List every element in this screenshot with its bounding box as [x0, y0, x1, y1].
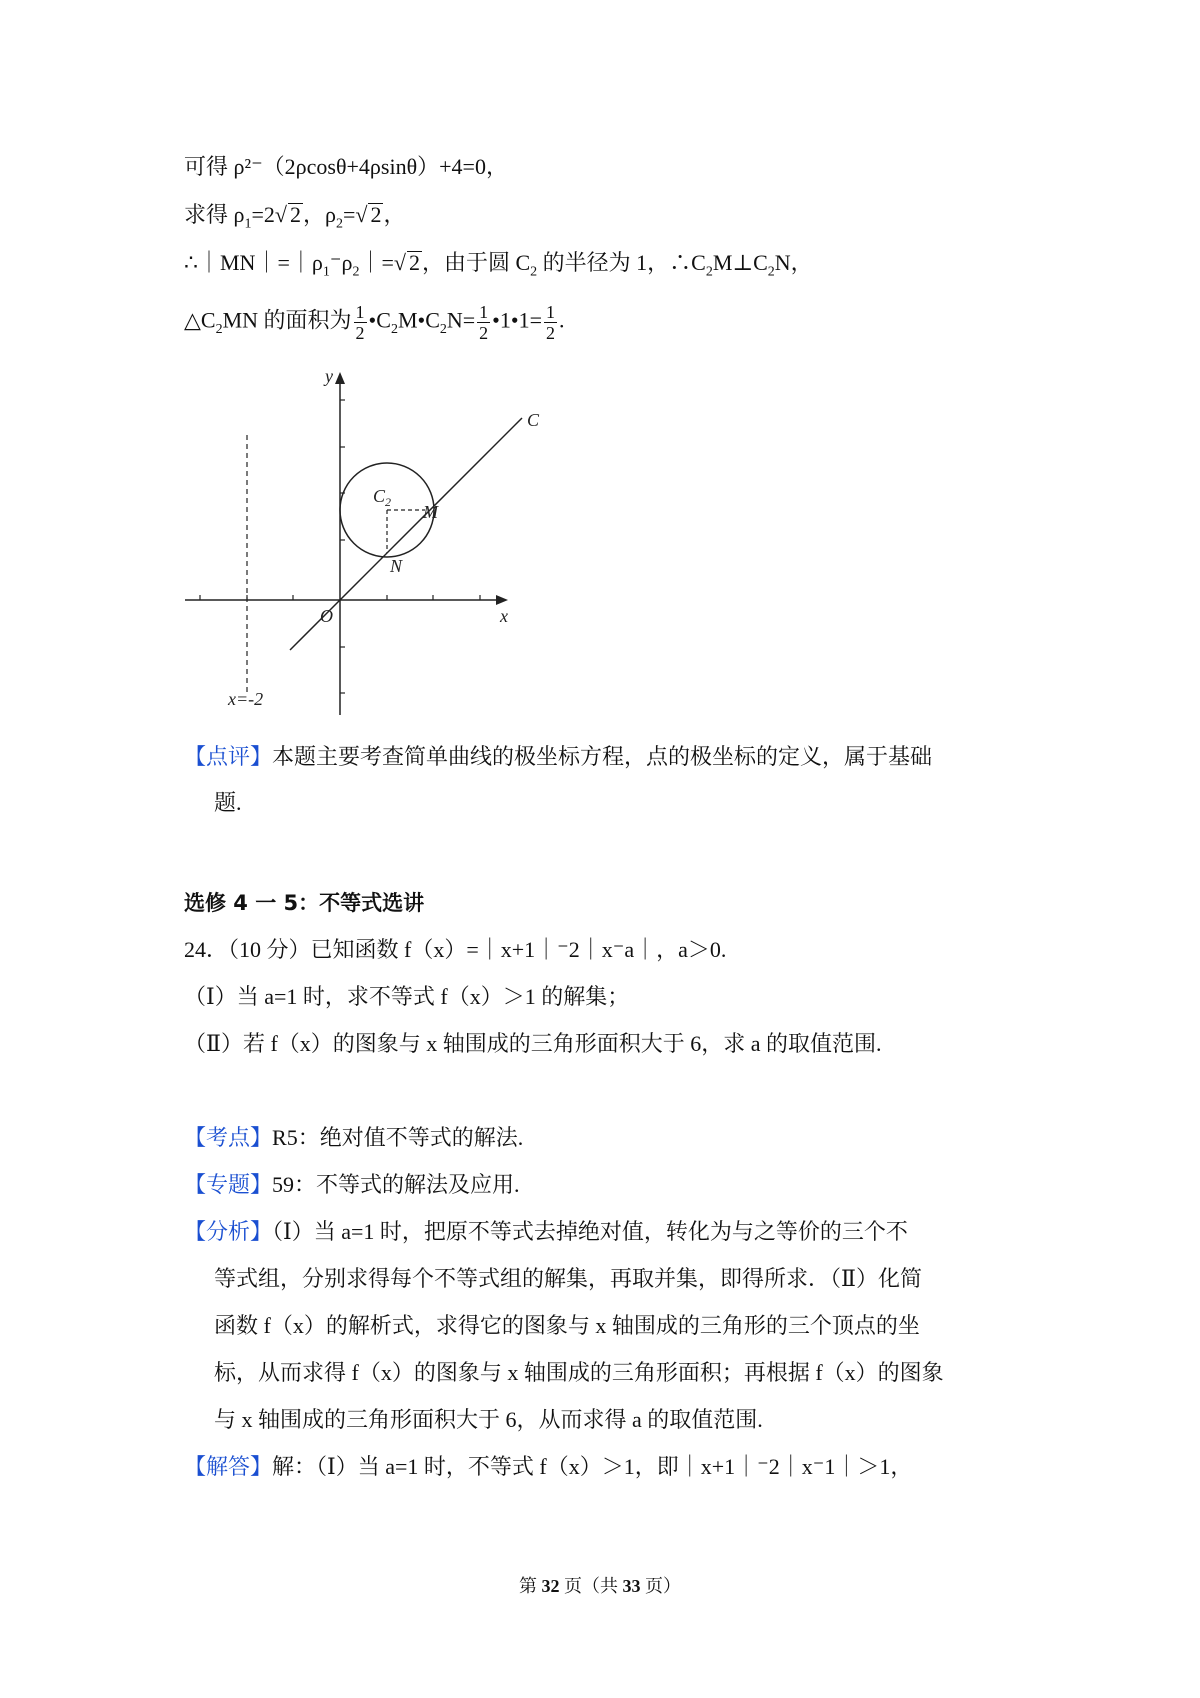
fraction-half: $\frac{1}{2}$ — [355, 302, 365, 343]
fenxi-tag: 【分析】 — [184, 1219, 273, 1244]
kaodian-line: 【考点】R5：绝对值不等式的解法. — [184, 1125, 524, 1150]
kaodian-tag: 【考点】 — [184, 1125, 273, 1150]
page-number: 32 — [541, 1576, 560, 1596]
page-footer: 第 32 页（共 33 页） — [519, 1576, 681, 1596]
jieda-tag: 【解答】 — [184, 1454, 273, 1479]
fenxi-line-1: 【分析】（Ⅰ）当 a=1 时，把原不等式去掉绝对值，转化为与之等价的三个不 — [184, 1219, 908, 1244]
label-m: M — [423, 502, 438, 522]
fraction-half: $\frac{1}{2}$ — [479, 302, 489, 343]
zhuanti-line: 【专题】59：不等式的解法及应用. — [184, 1172, 520, 1197]
x-axis-arrow — [496, 595, 508, 605]
page-total: 33 — [622, 1576, 641, 1596]
label-c2: $C_2$ — [373, 486, 392, 509]
sqrt-two: 2 — [408, 250, 420, 275]
fenxi-line-4: 标，从而求得 f（x）的图象与 x 轴围成的三角形面积；再根据 f（x）的图象 — [214, 1360, 944, 1385]
fraction-half: $\frac{1}{2}$ — [545, 302, 555, 343]
section-title: 选修 4 一 5：不等式选讲 — [184, 891, 425, 915]
solution-line-3: $\therefore|MN|=|\rho_1^-\rho_2|=√$ 2，由于圆 $C_2$ 的半径为 1，$\therefore C_2M\perp C_2N$， — [184, 250, 813, 280]
problem-line-1: 24．（10 分）已知函数 f（x）=｜x+1｜⁻2｜x⁻a｜，a＞0. — [184, 937, 727, 962]
problem-line-3: （Ⅱ）若 f（x）的图象与 x 轴围成的三角形面积大于 6，求 a 的取值范围. — [184, 1031, 882, 1056]
solution-line-1: 可得 ρ²⁻（2ρcosθ+4ρsinθ）+4=0， — [184, 154, 508, 179]
problem-line-2: （Ⅰ）当 a=1 时，求不等式 f（x）＞1 的解集； — [184, 984, 630, 1009]
label-y: y — [325, 366, 333, 386]
fenxi-line-3: 函数 f（x）的解析式，求得它的图象与 x 轴围成的三角形的三个顶点的坐 — [214, 1313, 920, 1338]
sqrt-two: 2 — [370, 202, 382, 227]
comment-tag: 【点评】 — [184, 744, 273, 769]
label-c: C — [527, 410, 540, 430]
sqrt-two: 2 — [289, 202, 301, 227]
label-x: x — [500, 606, 508, 626]
comment-line-2: 题. — [214, 790, 242, 815]
coordinate-figure — [180, 360, 540, 720]
fenxi-line-5: 与 x 轴围成的三角形面积大于 6，从而求得 a 的取值范围. — [214, 1407, 763, 1432]
zhuanti-tag: 【专题】 — [184, 1172, 273, 1197]
fenxi-line-2: 等式组，分别求得每个不等式组的解集，再取并集，即得所求．（Ⅱ）化简 — [214, 1266, 922, 1291]
comment-line-1: 【点评】本题主要考查简单曲线的极坐标方程，点的极坐标的定义，属于基础 — [184, 744, 933, 769]
label-n: N — [390, 556, 403, 576]
label-origin: O — [320, 606, 333, 626]
solution-line-4: $\triangle C_2MN$ 的面积为 $\frac{1}{2}$ $•C_2M•C_2N=$ $\frac{1}{2}$ •1•1= $\frac{1}{2}$ . — [184, 302, 565, 343]
jieda-line: 【解答】解：（Ⅰ）当 a=1 时，不等式 f（x）＞1，即｜x+1｜⁻2｜x⁻1｜＞1， — [184, 1454, 913, 1479]
y-axis-arrow — [335, 372, 345, 384]
solution-line-2: 求得 $\rho_1=2√$ 2，$\rho_2=√$ 2， — [184, 202, 406, 232]
label-x-equals-minus-2: x=-2 — [228, 689, 264, 709]
